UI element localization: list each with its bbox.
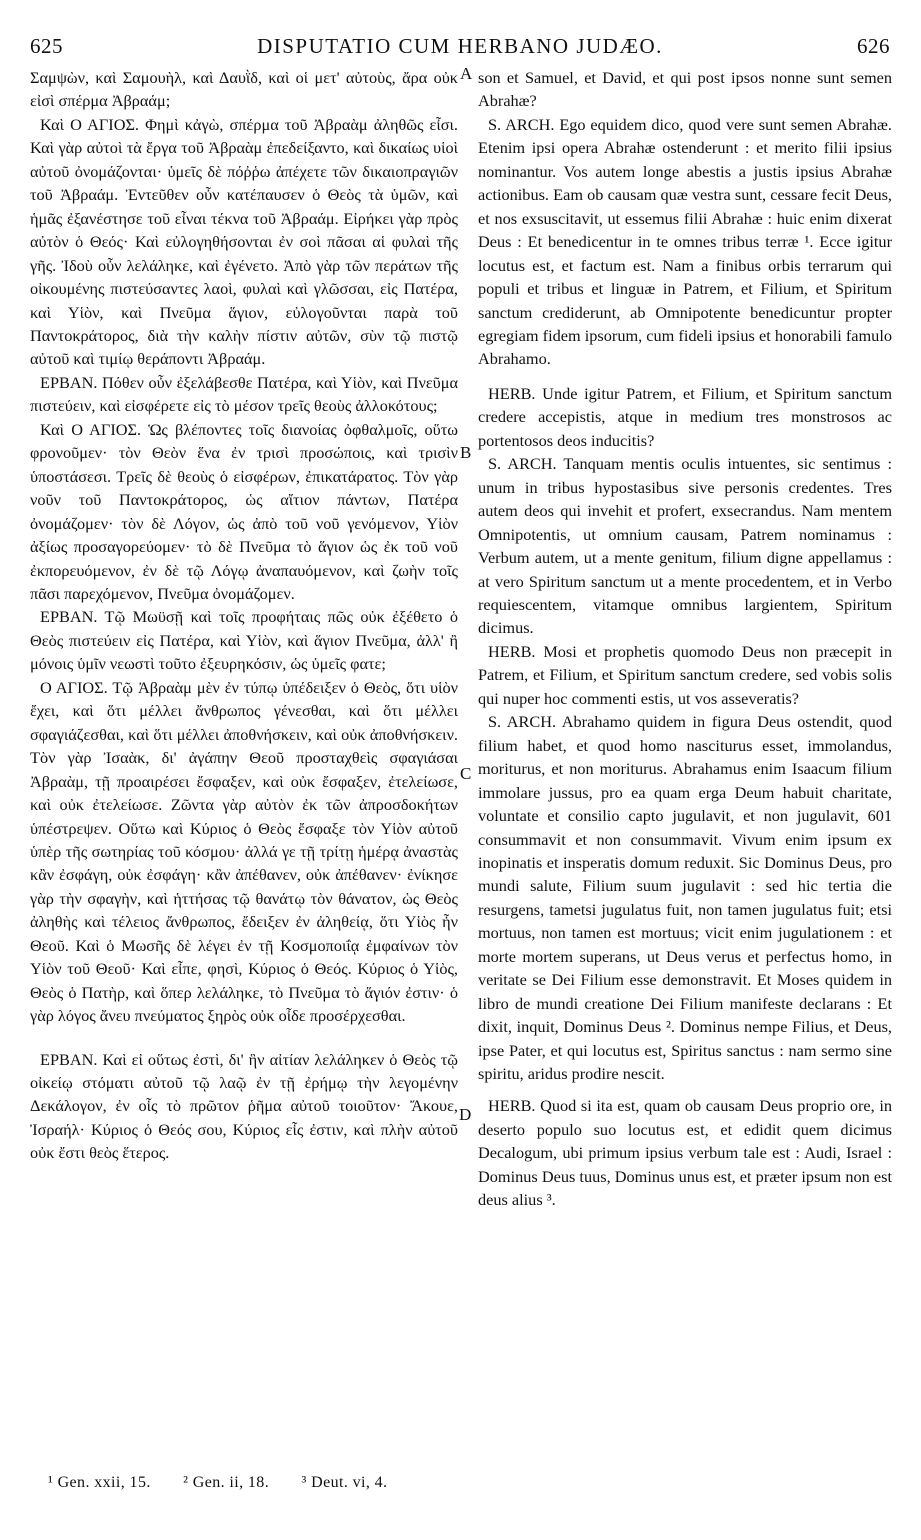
- latin-paragraph: son et Samuel, et David, et qui post ipsos nonne sunt semen Abrahæ?: [478, 68, 892, 111]
- greek-paragraph: Καὶ Ο ΑΓΙΟΣ. Ὡς βλέποντες τοῖς διανοίας ὀφθαλμοῖς, οὕτω φρονοῦμεν· τὸν Θεὸν ἕνα ἐν τρισὶ προσώποις, καὶ τρισὶν ὑποστάσεσι. Τρεῖς δὲ θεοὺς ὁ εἰσφέρων, ἐπικατάρατος. Τὸν γὰρ νοῦν τοῦ Παντοκράτορος, ὡς αἴτιον πάντων, Πατέρα ὀνομάζομεν· τὸν δὲ Λόγον, ὡς ἀπὸ τοῦ νοῦ γενόμενον, Υἱὸν ἀξίως προσαγορεύομεν· τὸ δὲ Πνεῦμα τὸ ἅγιον ὡς ἐκ τοῦ νοῦ ἐκπορευόμενον, ἐν δὲ τῷ Λόγῳ ἀναπαυόμενον, καὶ ζωὴν τοῖς πᾶσι παρεχόμενον, Πνεῦμα ὀνομάζομεν.: [30, 419, 458, 603]
- footnote-1: ¹ Gen. xxii, 15.: [48, 1474, 151, 1491]
- greek-column: [30, 66, 458, 1165]
- greek-paragraph: Σαμψὼν, καὶ Σαμουὴλ, καὶ Δαυῒδ, καὶ οἱ μετ' αὐτοὺς, ἄρα οὐκ εἰσὶ σπέρμα Ἀβραάμ;: [30, 68, 458, 111]
- greek-paragraph: ΕΡΒΑΝ. Καὶ εἰ οὕτως ἐστὶ, δι' ἣν αἰτίαν λελάληκεν ὁ Θεὸς τῷ οἰκείῳ στόματι αὐτοῦ τῷ λαῷ ἐν τῇ ἐρήμῳ τὴν λεγομένην Δεκάλογον, ἐν οἷς τὸ πρῶτον ῥῆμα αὐτοῦ τοιοῦτον· Ἄκουε, Ἰσραήλ· Κύριος ὁ Θεός σου, Κύριος εἷς ἐστιν, καὶ πλὴν αὐτοῦ οὐκ ἔστι θεὸς ἕτερος.: [30, 1049, 458, 1163]
- latin-paragraph: HERB. Unde igitur Patrem, et Filium, et Spiritum sanctum credere accepistis, atque in medium tres monstrosos ac portentosos deos inducitis?: [478, 383, 892, 450]
- running-title: DISPUTATIO CUM HERBANO JUDÆO.: [257, 34, 663, 58]
- running-header: [30, 34, 890, 64]
- latin-paragraph: S. ARCH. Abrahamo quidem in figura Deus ostendit, quod filium habet, et quod homo nasciturus esset, immolandus, moriturus, et non moriturus. Abrahamus enim Isaacum filium immolare jussus, pro ea quam erga Deum habuit charitate, voluntate et consilio capto jugulavit, et non jugulavit, 601 consummavit et non consummavit. Vivum enim ipsum ex inopinatis et insperatis domum reduxit. Sic Dominus Deus, pro mundi salute, Filium suum jugulavit : sed hic tertia die resurgens, tametsi jugulatus fuit, non tamen jugulatus fuit; etsi mortuus, non tamen est mortuus; vicit enim jugulationem : et morte mortem superans, ut Deus verus et perfectus homo, in veritate se Dei Filium esse demonstravit. Et Moses quidem in libro de mundi creatione Dei Filium manifeste declarans : Et dixit, inquit, Dominus Deus ². Dominus nempe Filius, et Deus, ipse Pater, et qui locutus est, Spiritus sanctus : nam sermo sine spiritu, aridus prodire nescit.: [478, 712, 892, 1084]
- latin-paragraph: HERB. Quod si ita est, quam ob causam Deus proprio ore, in deserto populo suo locutus est, et edidit quem dicimus Decalogum, ubi primum ipsius verbum tale est : Audi, Israel : Dominus Deus tuus, Dominus unus est, et præter ipsum non est deus alius ³.: [478, 1096, 892, 1210]
- margin-marker-a: A: [460, 64, 473, 83]
- margin-marker-c: C: [460, 764, 472, 783]
- latin-paragraph: S. ARCH. Ego equidem dico, quod vere sunt semen Abrahæ. Etenim ipsi opera Abrahæ ostenderunt : et merito filii ipsius nominantur. Vos autem longe abestis a justis ipsius Abrahæ actionibus. Eam ob causam quæ vestra sunt, cessare fecit Deus, et nos exsuscitavit, ut essemus filii Abrahæ : huic enim dixerat Deus : Et benedicentur in te omnes tribus terræ ¹. Ecce igitur locutus est, et factum est. Nam a finibus orbis terrarum qui populi et tribus et linguæ in Patrem, et Filium, et Spiritum sanctum crediderunt, ab Omnipotente benedicuntur propter egregiam fidem ipsorum, cum fideli ipsius et honorabili famulo Abrahamo.: [478, 114, 892, 369]
- latin-paragraph: S. ARCH. Tanquam mentis oculis intuentes, sic sentimus : unum in tribus hypostasibus sive personis credentes. Tres autem deos qui invehit et profert, exsecrandus. Nam mentem Omnipotentis, ut omnium causam, Patrem nominamus : Verbum autem, ut a mente genitum, filium digne appellamus : at vero Spiritum sanctum ut a mente procedentem, et in Verbo requiescentem, vitamque omnibus largientem, Spiritum dicimus.: [478, 454, 892, 638]
- footnote-2: ² Gen. ii, 18.: [183, 1474, 270, 1491]
- greek-paragraph: Καὶ Ο ΑΓΙΟΣ. Φημὶ κἀγὼ, σπέρμα τοῦ Ἀβραὰμ ἀληθῶς εἶσι. Καὶ γὰρ αὐτοὶ τὰ ἔργα τοῦ Ἀβραὰμ ἐπεδείξαντο, καὶ δικαίως υἱοὶ αὐτοῦ ὀνομάζονται· ὑμεῖς δὲ πόῤῥω ἀπέχετε τῶν δικαιοπραγιῶν τοῦ Ἀβραάμ. Ἐντεῦθεν οὖν κατέπαυσεν ὁ Θεὸς τὰ ὑμῶν, καὶ ἡμᾶς ἐξανέστησε τοῦ εἶναι τέκνα τοῦ Ἀβραάμ. Εἰρήκει γὰρ πρὸς αὐτὸν ὁ Θεός· Καὶ εὐλογηθήσονται ἐν σοὶ πᾶσαι αἱ φυλαὶ τῆς γῆς. Ἰδοὺ οὖν λελάληκε, καὶ ἐγένετο. Ἀπὸ γὰρ τῶν περάτων τῆς οἰκουμένης πιστεύσαντες λαοὶ, φυλαὶ καὶ γλῶσσαι, εἰς Πατέρα, καὶ Υἱὸν, καὶ Πνεῦμα ἅγιον, εὐλογοῦνται παρὰ τοῦ Παντοκράτορος, διὰ τὴν καλὴν πίστιν αὐτῶν, σὺν τῷ πιστῷ αὐτοῦ καὶ τιμίῳ θεράποντι Ἀβραάμ.: [30, 114, 458, 369]
- latin-paragraph: HERB. Mosi et prophetis quomodo Deus non præcepit in Patrem, et Filium, et Spiritum sanctum credere, sed vobis solis qui nuper hoc commenti estis, ut vos asseveratis?: [478, 641, 892, 708]
- page-number-left: 625: [30, 34, 63, 58]
- footnote-3: ³ Deut. vi, 4.: [301, 1474, 388, 1491]
- greek-paragraph: ΕΡΒΑΝ. Τῷ Μωϋσῇ καὶ τοῖς προφήταις πῶς οὐκ ἐξέθετο ὁ Θεὸς πιστεύειν εἰς Πατέρα, καὶ Υἱὸν, καὶ ἅγιον Πνεῦμα, ἀλλ' ἢ μόνοις ὑμῖν νεωστὶ τοῦτο ἐξευρηκόσιν, ὡς ὑμεῖς φατε;: [30, 607, 458, 674]
- margin-marker-b: B: [460, 443, 472, 462]
- margin-marker-d: D: [459, 1105, 472, 1124]
- footnotes: [48, 1474, 415, 1492]
- greek-paragraph: ΕΡΒΑΝ. Πόθεν οὖν ἐξελάβεσθε Πατέρα, καὶ Υἱὸν, καὶ Πνεῦμα πιστεύειν, καὶ εἰσφέρετε εἰς τὸ μέσον τρεῖς θεοὺς ἀλλοκότους;: [30, 372, 458, 416]
- page-number-right: 626: [857, 34, 890, 58]
- latin-column: [478, 66, 892, 1212]
- greek-paragraph: Ο ΑΓΙΟΣ. Τῷ Ἀβραὰμ μὲν ἐν τύπῳ ὑπέδειξεν ὁ Θεὸς, ὅτι υἱὸν ἔχει, καὶ ὅτι μέλλει ἄνθρωπος γένεσθαι, καὶ ὅτι μέλλει σφαγιάζεσθαι, καὶ ὅτι μέλλει ἀποθνήσκειν, καὶ οὐκ ἀποθνήσκειν. Τὸν γὰρ Ἰσαὰκ, δι' ἀγάπην Θεοῦ προσταχθεὶς σφαγιάσαι Ἀβραὰμ, τῇ προαιρέσει ἔσφαξεν, καὶ οὐκ ἔσφαξεν, ἐτελείωσε, καὶ οὐκ ἐτελείωσε. Ζῶντα γὰρ αὐτὸν ἐκ τῶν ἀπροσδοκήτων ὑπέστρεψεν. Οὕτω καὶ Κύριος ὁ Θεὸς ἔσφαξε τὸν Υἱὸν αὐτοῦ ὑπὲρ τῆς σωτηρίας τοῦ κόσμου· ἀλλά γε τῇ τρίτῃ ἡμέρᾳ ἀναστὰς κἂν ἐσφάγη, οὐκ ἐσφάγη· κἂν ἀπέθανεν, οὐκ ἀπέθανεν· ἐνίκησε γὰρ τὴν σφαγὴν, καὶ ἡττήσας τῷ θανάτῳ τὸν θάνατον, ὡς Θεὸς ἀληθὴς καὶ τέλειος ἄνθρωπος, ἔδειξεν ἐν ἀληθείᾳ, ὅτι Υἱὸς ἦν Θεοῦ. Καὶ ὁ Μωσῆς δὲ λέγει ἐν τῇ Κοσμοποιΐᾳ ἐμφαίνων τὸν Υἱὸν τοῦ Θεοῦ· Καὶ εἶπε, φησὶ, Κύριος ὁ Θεός. Κύριος ὁ Υἱὸς, Θεὸς ὁ Πατὴρ, καὶ ὅπερ λελάληκε, τὸ Πνεῦμα τὸ ἅγιόν ἐστιν· ὁ γὰρ λόγος ἄνευ πνεύματος ξηρὸς οὐκ οἶδε προσέρχεσθαι.: [30, 677, 458, 1026]
